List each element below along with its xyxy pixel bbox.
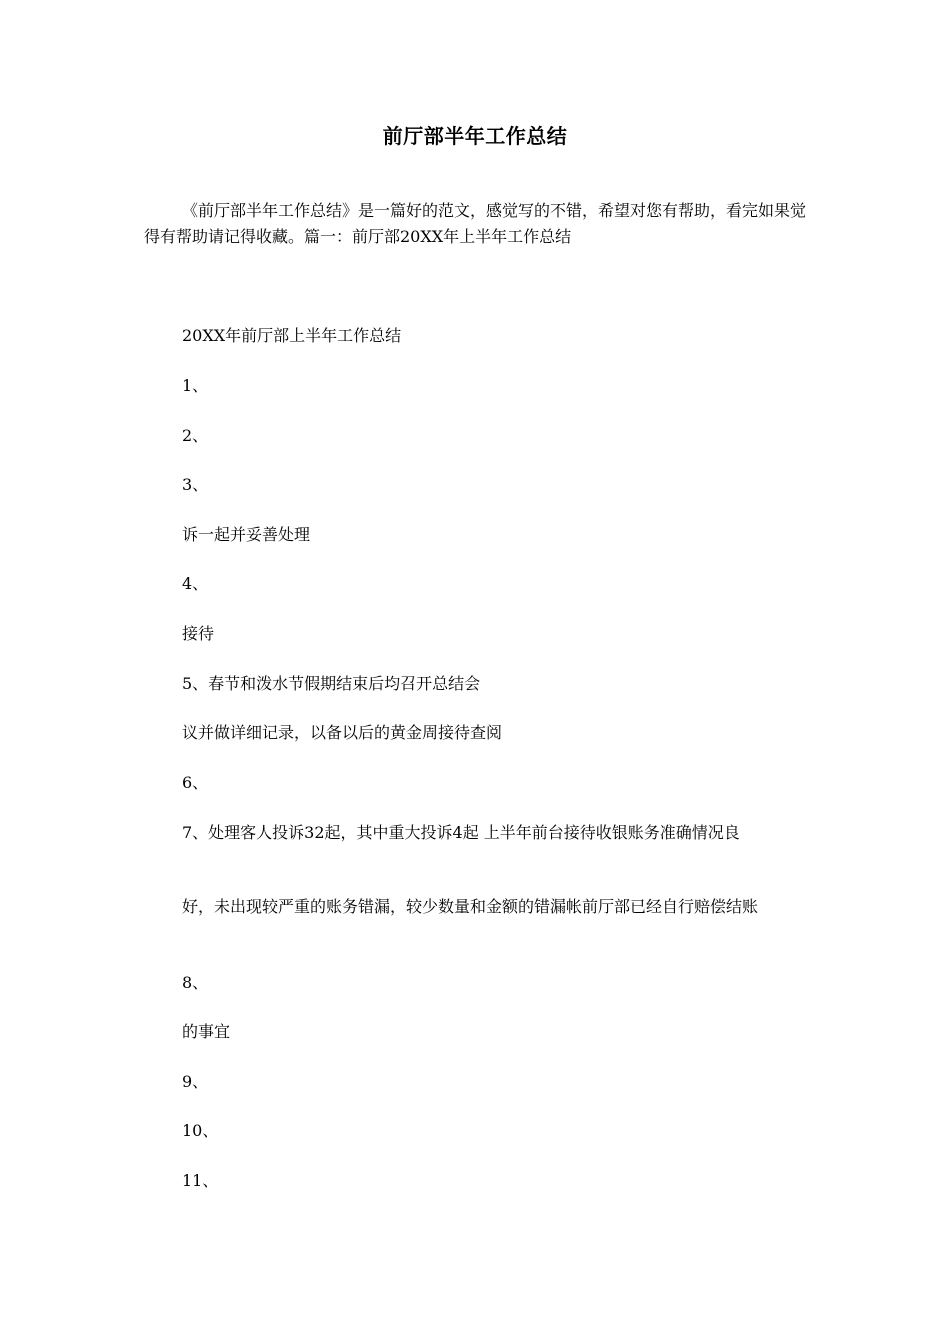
list-item: 3、 xyxy=(182,475,209,494)
list-item: 9、 xyxy=(182,1072,209,1091)
list-item: 议并做详细记录，以备以后的黄金周接待查阅 xyxy=(182,723,503,742)
list-item: 2、 xyxy=(182,426,209,445)
list-item: 的事宜 xyxy=(182,1022,231,1041)
list-item: 7、处理客人投诉32起，其中重大投诉4起 上半年前台接待收银账务准确情况良 xyxy=(182,823,740,842)
section-heading: 20XX年前厅部上半年工作总结 xyxy=(182,326,402,345)
list-item: 好，未出现较严重的账务错漏，较少数量和金额的错漏帐前厅部已经自行赔偿结账 xyxy=(182,897,759,916)
list-item: 5、春节和泼水节假期结束后均召开总结会 xyxy=(182,674,481,693)
list-item: 8、 xyxy=(182,973,209,992)
list-item: 诉一起并妥善处理 xyxy=(182,525,311,544)
document-title: 前厅部半年工作总结 xyxy=(382,124,568,148)
list-item: 接待 xyxy=(182,624,215,643)
list-item: 4、 xyxy=(182,574,209,593)
intro-paragraph: 《前厅部半年工作总结》是一篇好的范文，感觉写的不错，希望对您有帮助，看完如果觉得有帮助请记得收藏。篇一：前厅部20XX年上半年工作总结 xyxy=(144,201,807,246)
list-item: 6、 xyxy=(182,773,209,792)
list-item: 11、 xyxy=(182,1171,219,1190)
list-item: 10、 xyxy=(182,1121,219,1140)
list-item: 1、 xyxy=(182,376,209,395)
